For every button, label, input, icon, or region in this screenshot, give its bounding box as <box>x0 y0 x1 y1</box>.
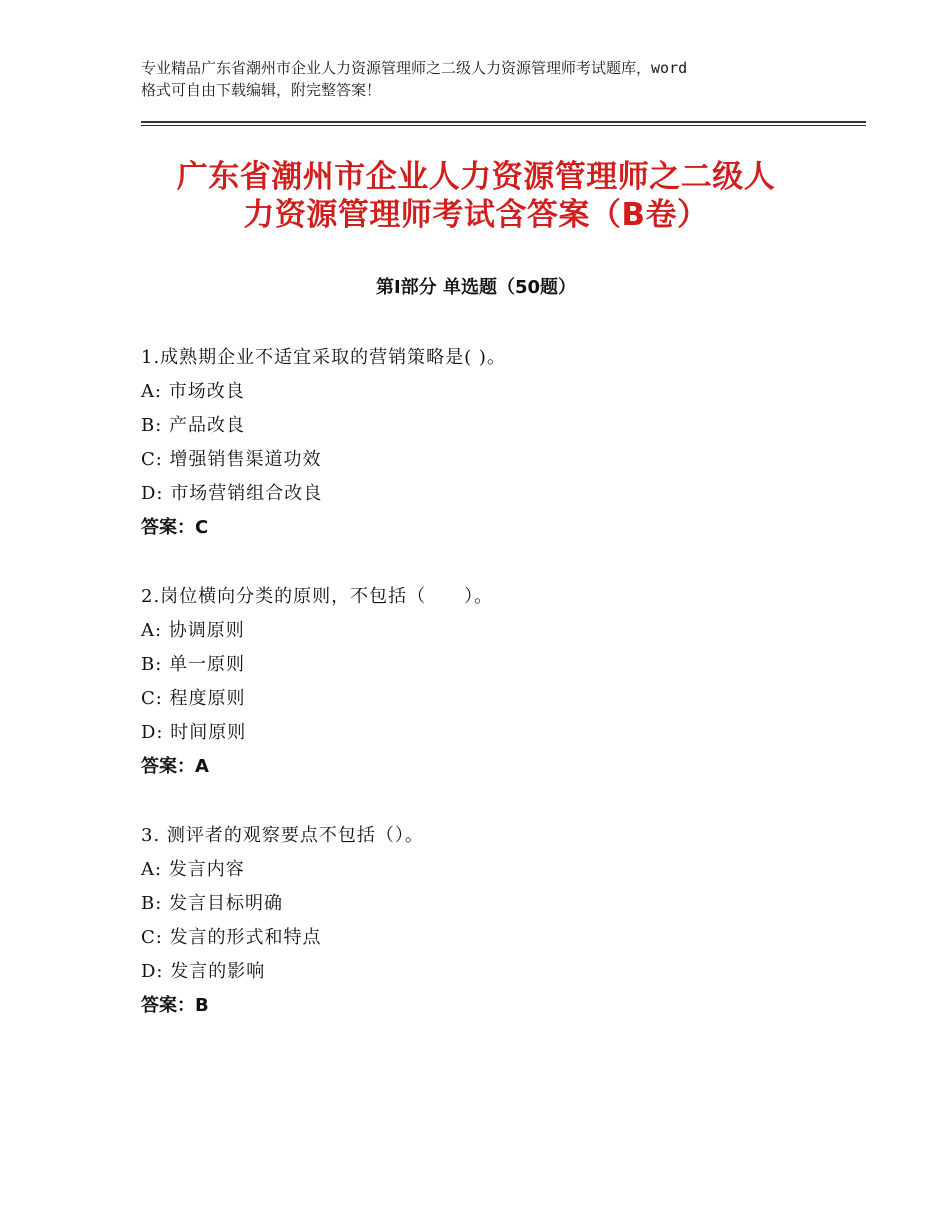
option-a: A: 协调原则 <box>141 620 245 641</box>
option-a: A: 市场改良 <box>141 381 245 402</box>
question-2 <box>141 583 841 787</box>
question-1 <box>141 344 841 548</box>
document-title-line-2: 力资源管理师考试含答案（B卷） <box>243 197 709 233</box>
header-divider-thin <box>141 125 866 126</box>
option-c: C: 增强销售渠道功效 <box>141 449 322 470</box>
header-note <box>141 57 831 101</box>
question-stem: 2.岗位横向分类的原则，不包括（ ）。 <box>141 586 494 607</box>
option-d: D: 时间原则 <box>141 722 247 743</box>
question-stem: 1.成熟期企业不适宜采取的营销策略是( )。 <box>141 347 506 368</box>
option-b: B: 单一原则 <box>141 654 246 675</box>
option-c: C: 发言的形式和特点 <box>141 927 322 948</box>
option-b: B: 产品改良 <box>141 415 246 436</box>
question-3 <box>141 822 841 1026</box>
header-divider-thick <box>141 121 866 123</box>
option-d: D: 发言的影响 <box>141 961 266 982</box>
answer-line: 答案：C <box>141 517 209 538</box>
answer-line: 答案：B <box>141 995 209 1016</box>
option-a: A: 发言内容 <box>141 859 245 880</box>
section-title: 第Ⅰ部分 单选题（50题） <box>375 277 576 298</box>
option-d: D: 市场营销组合改良 <box>141 483 323 504</box>
option-c: C: 程度原则 <box>141 688 246 709</box>
header-note-line-1: 专业精品广东省潮州市企业人力资源管理师之二级人力资源管理师考试题库，word <box>141 59 688 77</box>
option-b: B: 发言目标明确 <box>141 893 284 914</box>
answer-line: 答案：A <box>141 756 209 777</box>
header-note-line-2: 格式可自由下载编辑，附完整答案！ <box>141 81 382 99</box>
document-title <box>141 158 811 234</box>
question-stem: 3. 测评者的观察要点不包括（）。 <box>141 825 424 846</box>
document-title-line-1: 广东省潮州市企业人力资源管理师之二级人 <box>176 159 776 195</box>
